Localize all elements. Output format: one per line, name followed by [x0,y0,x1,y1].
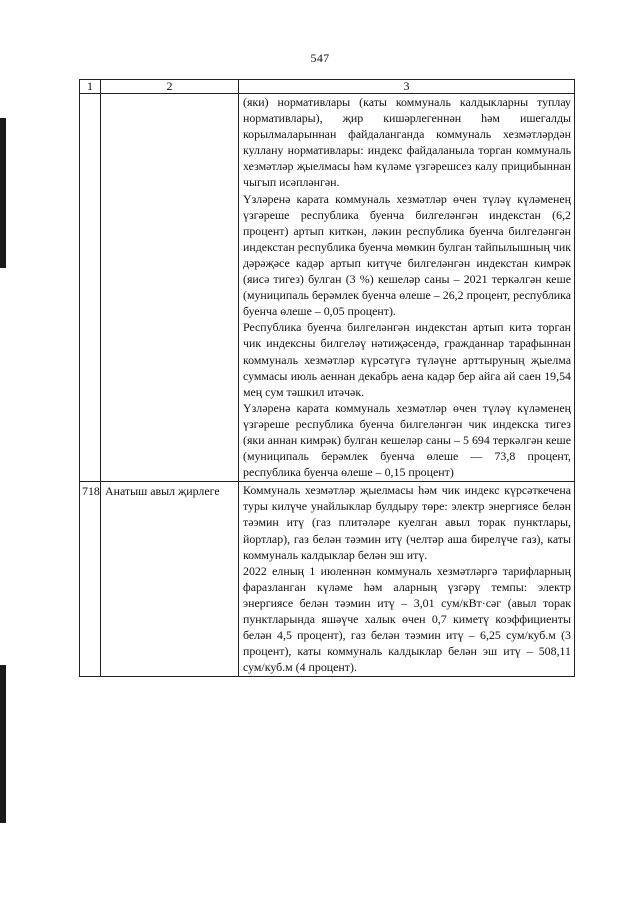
column-header-1: 1 [80,80,101,94]
paragraph: (яки) нормативлары (каты коммуналь калдыкларны туплау нормативлары), җир кишәрлегеннән һәм ишегалды корылмаларыннан файдаланганда коммуналь хезмәтләрдән куллану нормативлары: индекс файдаланыла торган коммуналь хезмәтләр җыелмасы һәм күләме үзгәрешсез калу прицибыннан чыгып исәпләнгән. [243,95,571,190]
settlement-name: Анатыш авыл җирлеге [101,482,239,677]
row-text [239,94,575,482]
paragraph: Коммуналь хезмәтләр җыелмасы һәм чик индекс күрсәткечена туры килүче унайлыклар булдыру төре: электр энергиясе белән тәэмин итү (газ плитәләре куелган авыл торак пунктлары, йортлар), газ белән тәэмин итү (челтәр аша бирелүче газ), каты коммуналь калдыклар белән эш итү. [243,483,571,562]
table-row [80,94,575,482]
paragraph: 2022 елның 1 июленнән коммуналь хезмәтләргә тарифларның фаразланган күләме һәм аларның үзгәрү темпы: электр энергиясе белән тәэмин итү – 3,01 сум/кВт·сәг (авыл торак пунктларында яшәүче халык өчен 0,7 киметү коэффициенты белән 4,5 процент), газ белән тәэмин итү – 6,25 сум/куб.м (3 процент), каты коммуналь калдыклар белән эш итү – 508,11 сум/куб.м (4 процент). [243,563,571,675]
row-text [239,482,575,677]
row-number: 718 [80,482,101,677]
paragraph: Үзләренә карата коммуналь хезмәтләр өчен түләү күләменең үзгәреше республика буенча билгеләнгән чик индекска тигез (яки аннан кимрәк) булган кешеләр саны – 5 694 теркәлгән кеше (муниципаль берәмлек буенча өлеше — 73,8 процент, республика буенча өлеше – 0,15 процент) [243,400,571,480]
column-header-3: 3 [239,80,575,94]
scan-edge-mark-top [0,118,6,268]
column-header-2: 2 [101,80,239,94]
table-row [80,482,575,677]
page-number: 547 [310,51,330,65]
scan-edge-mark-bottom [0,665,6,823]
data-table [79,79,575,677]
row-number [80,94,101,482]
table-header-row [80,80,575,94]
paragraph: Үзләренә карата коммуналь хезмәтләр өчен түләү күләменең үзгәреше республика буенча билгеләнгән индекстан (6,2 процент) артып киткән, ләкин республика буенча билгеләнгән индекстан республика буенча мөмкин булган тайпылышның чик дәрәҗәсе кадәр артып китүче билгеләнгән индекстан кимрәк (яисә тигез) булган (3 %) кешеләр саны – 2021 теркәлгән кеше (муниципаль берәмлек буенча өлеше – 26,2 процент, республика буенча өлеше – 0,05 процент). [243,191,572,319]
paragraph: Республика буенча билгеләнгән индекстан артып китә торган чик индексны билгеләү нәтиҗәсендә, гражданнар тарафыннан коммуналь хезмәтләр күрсәтүгә түләүне арттыруның җыелма суммасы июль аеннан декабрь аена кадәр бер айга ай саен 19,54 мең сум тәшкил итәчәк. [243,320,571,399]
settlement-name [101,94,239,482]
